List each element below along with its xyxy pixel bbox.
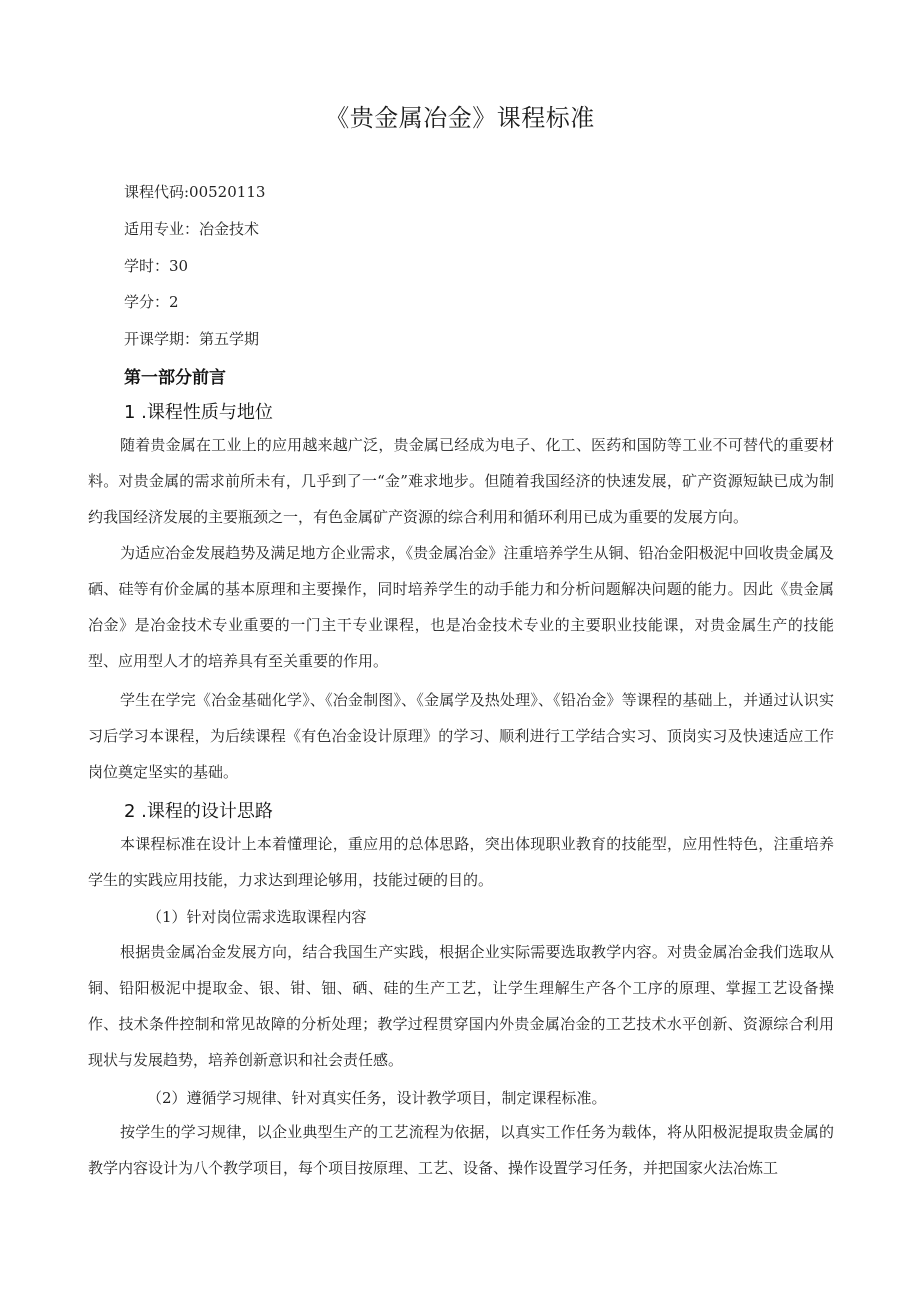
section-2-heading: 2 .课程的设计思路 [124,801,273,822]
part-one-heading: 第一部分前言 [124,368,226,388]
paragraph-2: 为适应冶金发展趋势及满足地方企业需求，《贵金属冶金》注重培养学生从铜、铅冶金阳极泥中回收贵金属及硒、硅等有价金属的基本原理和主要操作，同时培养学生的动手能力和分析问题解决问题的能力。因此《贵金属冶金》是冶金技术专业重要的一门主干专业课程，也是冶金技术专业的主要职业技能课，对贵金属生产的技能型、应用型人才的培养具有至关重要的作用。 [88,544,834,670]
paragraph-1: 随着贵金属在工业上的应用越来越广泛，贵金属已经成为电子、化工、医药和国防等工业不可替代的重要材料。对贵金属的需求前所未有，几乎到了一“金”难求地步。但随着我国经济的快速发展，矿产资源短缺已成为制约我国经济发展的主要瓶颈之一，有色金属矿产资源的综合利用和循环利用已成为重要的发展方向。 [88,436,834,526]
course-code: 课程代码:00520113 [124,183,266,201]
semester: 开课学期：第五学期 [124,330,260,348]
document-title: 《贵金属冶金》课程标准 [325,104,595,132]
subsection-2-heading: （2）遵循学习规律、针对真实任务，设计教学项目，制定课程标准。 [147,1089,607,1107]
section-2-paragraph: 本课程标准在设计上本着懂理论，重应用的总体思路，突出体现职业教育的技能型，应用性特色，注重培养学生的实践应用技能，力求达到理论够用，技能过硬的目的。 [88,835,834,889]
subsection-1-paragraph: 根据贵金属冶金发展方向，结合我国生产实践，根据企业实际需要选取教学内容。对贵金属冶金我们选取从铜、铅阳极泥中提取金、银、钳、钿、硒、硅的生产工艺，让学生理解生产各个工序的原理、掌握工艺设备操作、技术条件控制和常见故障的分析处理；教学过程贯穿国内外贵金属冶金的工艺技术水平创新、资源综合利用现状与发展趋势，培养创新意识和社会责任感。 [88,943,834,1069]
credits: 学分：2 [124,293,179,311]
subsection-2-paragraph: 按学生的学习规律，以企业典型生产的工艺流程为依据，以真实工作任务为载体，将从阳极泥提取贵金属的教学内容设计为八个教学项目，每个项目按原理、工艺、设备、操作设置学习任务，并把国家火法冶炼工 [88,1123,834,1177]
paragraph-3: 学生在学完《冶金基础化学》、《冶金制图》、《金属学及热处理》、《铅冶金》等课程的基础上，并通过认识实习后学习本课程，为后续课程《有色冶金设计原理》的学习、顺利进行工学结合实习、顶岗实习及快速适应工作岗位奠定坚实的基础。 [88,691,834,781]
applicable-major: 适用专业：冶金技术 [124,220,260,238]
class-hours: 学时：30 [124,257,189,275]
section-1-heading: 1 .课程性质与地位 [124,402,273,423]
subsection-1-heading: （1）针对岗位需求选取课程内容 [147,908,367,926]
